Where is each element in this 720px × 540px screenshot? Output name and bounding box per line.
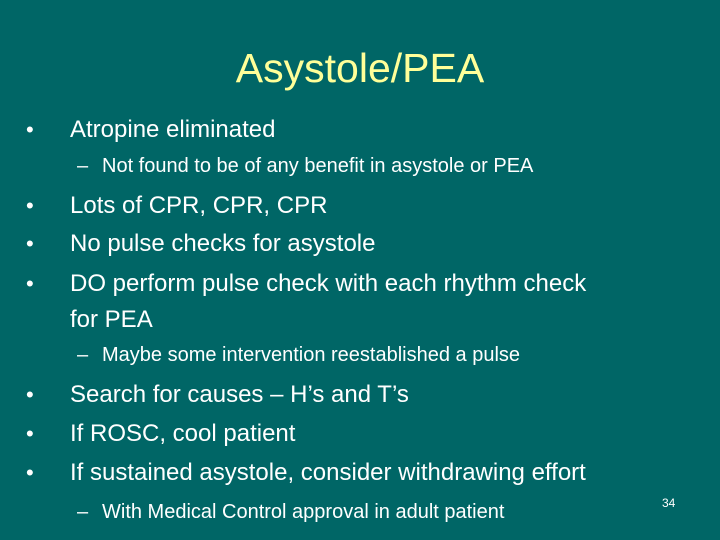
bullet-search-causes [26,377,409,413]
sub-bullet-text: With Medical Control approval in adult patient [102,501,505,523]
sub-bullet-marker: – [77,501,89,523]
bullet-text-line-2: for PEA [70,306,153,333]
slide-title: Asystole/PEA [235,45,485,91]
bullet-marker: • [26,117,34,142]
bullet-marker: • [26,231,34,256]
bullet-sustained-asystole [26,455,586,491]
bullet-no-pulse-checks [26,226,376,262]
bullet-text: If sustained asystole, consider withdrawing effort [70,459,586,486]
bullet-text-line-1: DO perform pulse check with each rhythm check [70,270,587,297]
bullet-text: Atropine eliminated [70,116,276,143]
bullet-text: If ROSC, cool patient [70,420,296,447]
sub-bullet-intervention [77,343,521,367]
bullet-cpr [26,188,328,224]
sub-bullet-marker: – [77,155,89,177]
sub-bullet-text: Not found to be of any benefit in asystole or PEA [102,155,534,177]
bullet-marker: • [26,382,34,407]
bullet-marker: • [26,460,34,485]
sub-bullet-text: Maybe some intervention reestablished a pulse [102,344,521,366]
sub-bullet-no-benefit [77,154,534,178]
bullet-rosc [26,416,296,452]
sub-bullet-medical-control [77,500,505,524]
bullet-marker: • [26,421,34,446]
bullet-marker: • [26,271,34,296]
bullet-text: No pulse checks for asystole [70,230,376,257]
page-number: 34 [662,496,676,510]
bullet-pulse-check-pea [26,266,587,338]
bullet-text: Search for causes – H’s and T’s [70,381,409,408]
bullet-marker: • [26,193,34,218]
bullet-atropine [26,112,276,148]
bullet-text: Lots of CPR, CPR, CPR [70,192,328,219]
sub-bullet-marker: – [77,344,89,366]
